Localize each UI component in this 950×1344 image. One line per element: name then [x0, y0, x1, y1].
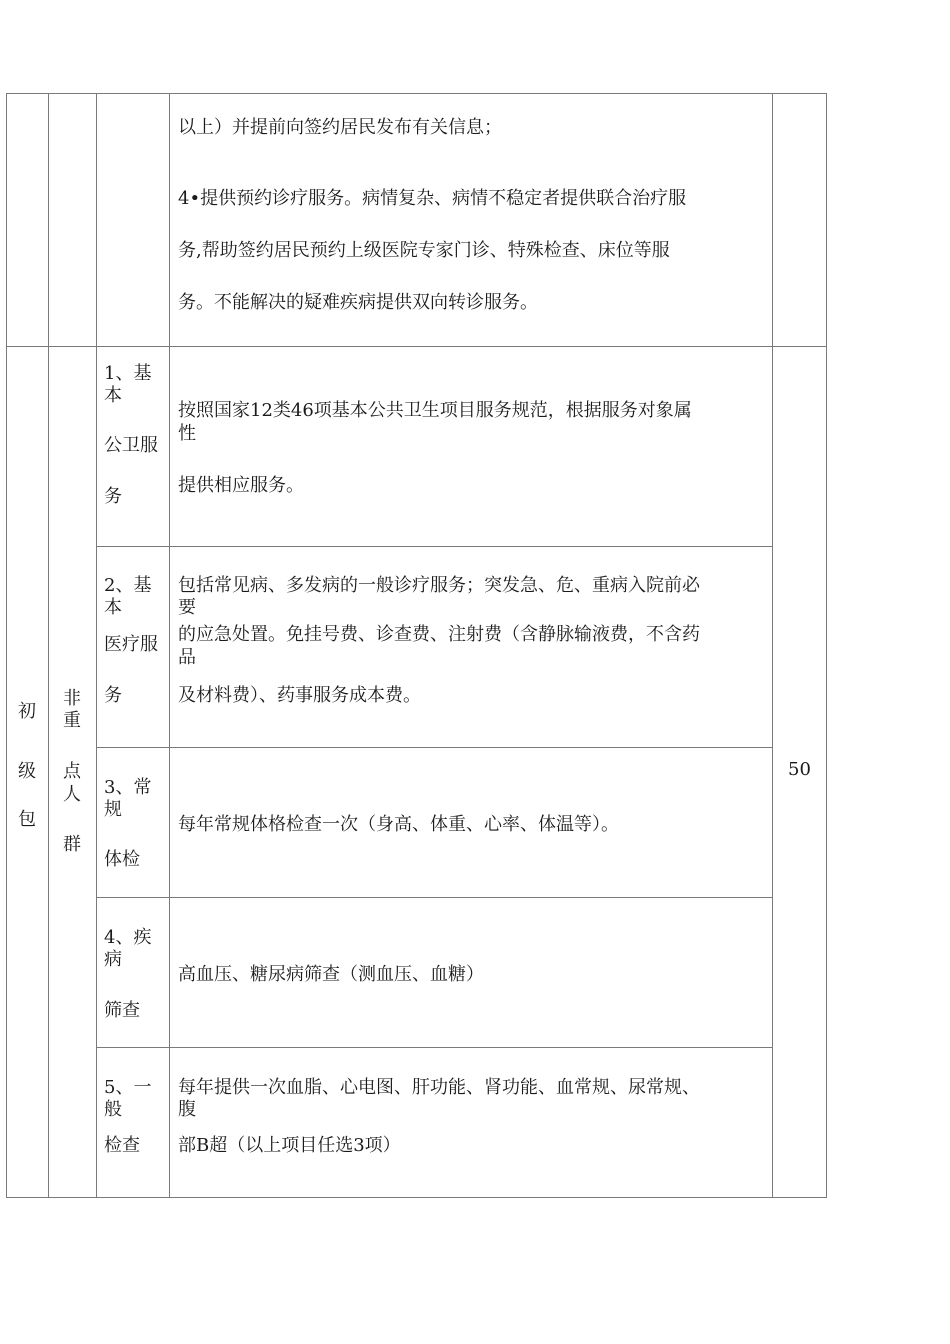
- column-divider: [772, 93, 773, 1198]
- column-divider: [48, 93, 49, 1198]
- description-line: 4•提供预约诊疗服务。病情复杂、病情不稳定者提供联合治疗服: [178, 188, 687, 209]
- item-description-disease-screening: 高血压、糖尿病筛查（测血压、血糖）: [178, 964, 484, 985]
- column-divider: [169, 93, 170, 1198]
- table-border-top: [6, 93, 827, 94]
- description-line: 务。不能解决的疑难疾病提供双向转诊服务。: [178, 292, 538, 313]
- column-divider: [96, 93, 97, 1198]
- row-divider: [96, 1047, 773, 1048]
- package-price: 50: [788, 759, 811, 780]
- table-border-left: [6, 93, 7, 1198]
- table-border-right: [826, 93, 827, 1198]
- table-border-bottom: [6, 1197, 827, 1198]
- description-line: 务,帮助签约居民预约上级医院专家门诊、特殊检查、床位等服: [178, 240, 670, 261]
- row-divider: [6, 346, 827, 347]
- row-divider: [96, 747, 773, 748]
- row-divider: [96, 897, 773, 898]
- item-description-routine-checkup: 每年常规体格检查一次（身高、体重、心率、体温等）。: [178, 814, 619, 835]
- service-package-table: 以上）并提前向签约居民发布有关信息； 4•提供预约诊疗服务。病情复杂、病情不稳定者提供联合治疗服 务,帮助签约居民预约上级医院专家门诊、特殊检查、床位等服 务。不能解决的疑难疾病提供双向转诊服务。 初 级 包 非 重 点 人 群 1、基 本 公卫服 务 按照国家12类46项基本公共卫生项目服务规范，根据服务对象属 性 提供相应服务。 2、基 本 医疗服 务 包括常见病、多发病的一般诊疗服务；突发急、危、重病入院前必 要 的应急处置。免挂号费、诊查费、注射费（含静脉输液费，不含药 品 及材料费）、药事服务成本费。 3、常 规 体检 每年常规体格检查一次（身高、体重、心率、体温等）。 4、疾 病 筛查 高血压、糖尿病筛查（测血压、血糖） 5、一 般 检查 每年提供一次血脂、心电图、肝功能、肾功能、血常规、尿常规、 腹 部B超（以上项目任选3项） 50: [6, 93, 827, 1198]
- description-line: 以上）并提前向签约居民发布有关信息；: [178, 117, 502, 138]
- row-divider: [96, 546, 773, 547]
